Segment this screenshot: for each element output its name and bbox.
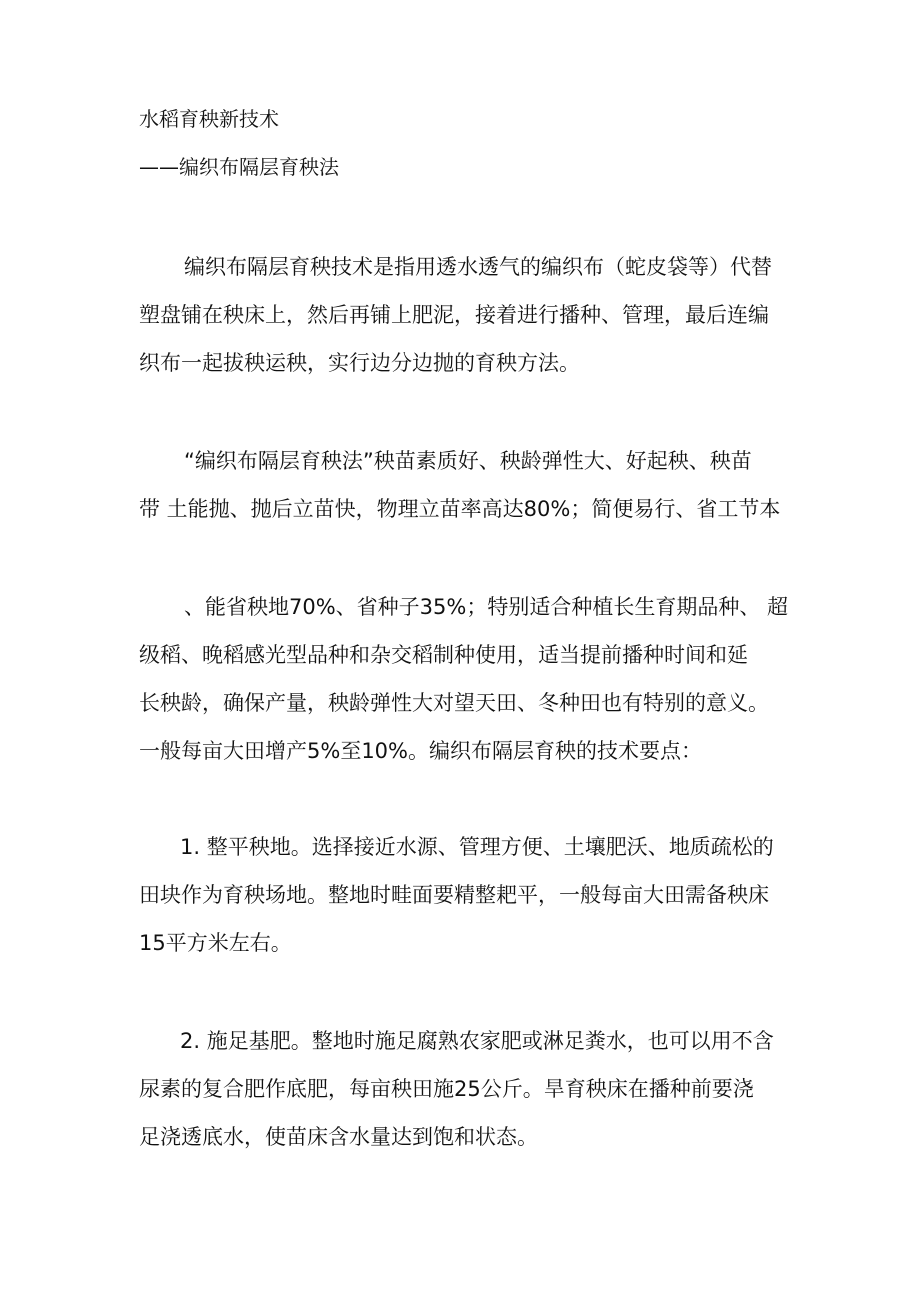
paragraph-line: 1. 整平秧地。选择接近水源、管理方便、土壤肥沃、地质疏松的 (180, 835, 774, 859)
paragraph-line: 级稻、晚稻感光型品种和杂交稻制种使用，适当提前播种时间和延 (139, 643, 748, 667)
paragraph-line: 田块作为育秧场地。整地时畦面要精整耙平，一般每亩大田需备秧床 (139, 883, 769, 907)
paragraph-line: 2. 施足基肥。整地时施足腐熟农家肥或淋足粪水，也可以用不含 (180, 1029, 774, 1053)
document-title: 水稻育秧新技术 (139, 107, 279, 131)
paragraph-line: 织布一起拔秧运秧，实行边分边抛的育秧方法。 (139, 351, 580, 375)
paragraph-line: 带 土能抛、抛后立苗快，物理立苗率高达80%；简便易行、省工节本 (139, 497, 781, 521)
paragraph-line: 编织布隔层育秧技术是指用透水透气的编织布（蛇皮袋等）代替 (184, 255, 772, 279)
paragraph-line: 塑盘铺在秧床上，然后再铺上肥泥，接着进行播种、管理，最后连编 (139, 303, 769, 327)
paragraph-line: 尿素的复合肥作底肥，每亩秧田施25公斤。旱育秧床在播种前要浇 (139, 1077, 754, 1101)
paragraph-line: “编织布隔层育秧法”秧苗素质好、秧龄弹性大、好起秧、秧苗 (184, 449, 752, 473)
paragraph-line: 一般每亩大田增产5%至10%。编织布隔层育秧的技术要点： (139, 739, 702, 763)
paragraph-line: 长秧龄，确保产量，秧龄弹性大对望天田、冬种田也有特别的意义。 (139, 691, 769, 715)
paragraph-line: 、能省秧地70%、省种子35%；特别适合种植长生育期品种、 超 (184, 595, 789, 619)
paragraph-line: 15平方米左右。 (139, 931, 292, 955)
paragraph-line: 足浇透底水，使苗床含水量达到饱和状态。 (139, 1125, 538, 1149)
document-subtitle: ——编织布隔层育秧法 (139, 155, 339, 179)
